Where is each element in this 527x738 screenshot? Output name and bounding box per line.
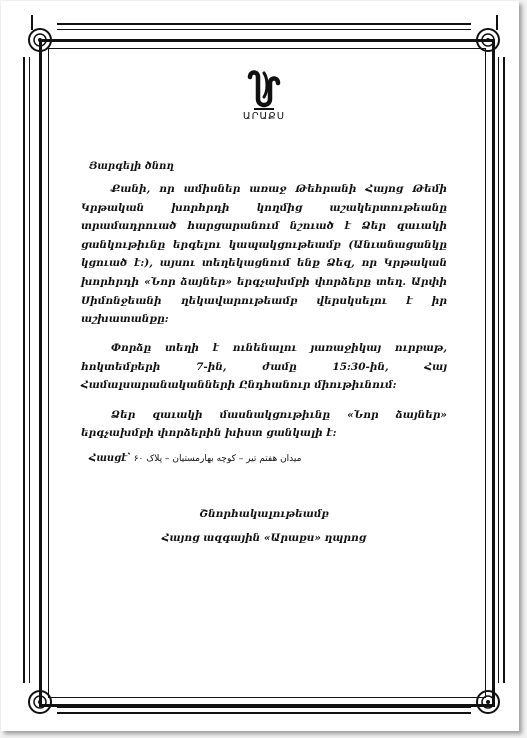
corner-ornament-icon: [27, 27, 53, 53]
closing: Շնորհակալութեամբ: [199, 508, 329, 521]
document-page: [1, 1, 519, 731]
top-border-rail: [57, 23, 471, 25]
signature-block: [81, 502, 447, 550]
corner-ornament-icon: [475, 689, 501, 715]
greeting: Յարգելի ծնող: [89, 161, 174, 172]
bottom-border-rail: [57, 712, 471, 714]
right-border-rail: [498, 57, 499, 683]
address-line: [89, 453, 447, 464]
left-border-rail: [29, 57, 30, 683]
top-border-rail: [57, 29, 471, 30]
address-label: Հասցէ՝: [89, 453, 131, 465]
araks-logo-icon: [81, 69, 447, 139]
letter-body: [81, 69, 447, 550]
signature: Հայոց ազգային «Արաքս» ղպրոց: [161, 532, 367, 545]
bottom-border-rail: [57, 707, 471, 708]
paragraph-1: Քանի, որ ամիսներ առաջ Թեհրանի Հայոց Թեմի Կրթական խորհրդի կողմից աշակերտութեանը տրամադրուած հարցարանում նշուած է Ձեր զաւակի ցանկութիւնը երգելու կապակցութեամբ (Անւանացանկը կցուած է:), այսու տեղեկացնում ենք Ձեզ, որ Կրթական խորհրդի «Նոր ձայներ» երգչախմբի փորձերը տեղ. Արփի Սիմոնջեանի ղեկավարութեամբ վերսկսելու է իր աշխատանքը:: [81, 183, 447, 326]
corner-ornament-icon: [27, 689, 53, 715]
corner-ornament-icon: [475, 27, 501, 53]
left-border-rail: [23, 57, 25, 683]
logo-text: ԱՐԱՔՍ: [242, 111, 286, 122]
right-border-rail: [503, 57, 505, 683]
address-value: میدان هفتم تیر – کوچه بهارمستیان – پلاک ۶۰: [133, 454, 302, 465]
paragraph-2: Փորձը տեղի է ունենալու յառաջիկայ ուրբաթ, հոկտեմբերի 7-ին, ժամը 15:30-ին, Հայ Համալսարանականների Ընդհանուր միութիւնում:: [81, 342, 447, 392]
paragraph-3: Ձեր զաւակի մասնակցութիւնը «Նոր ձայներ» երգչախմբի փորձերին խիստ ցանկալի է:: [81, 408, 447, 440]
